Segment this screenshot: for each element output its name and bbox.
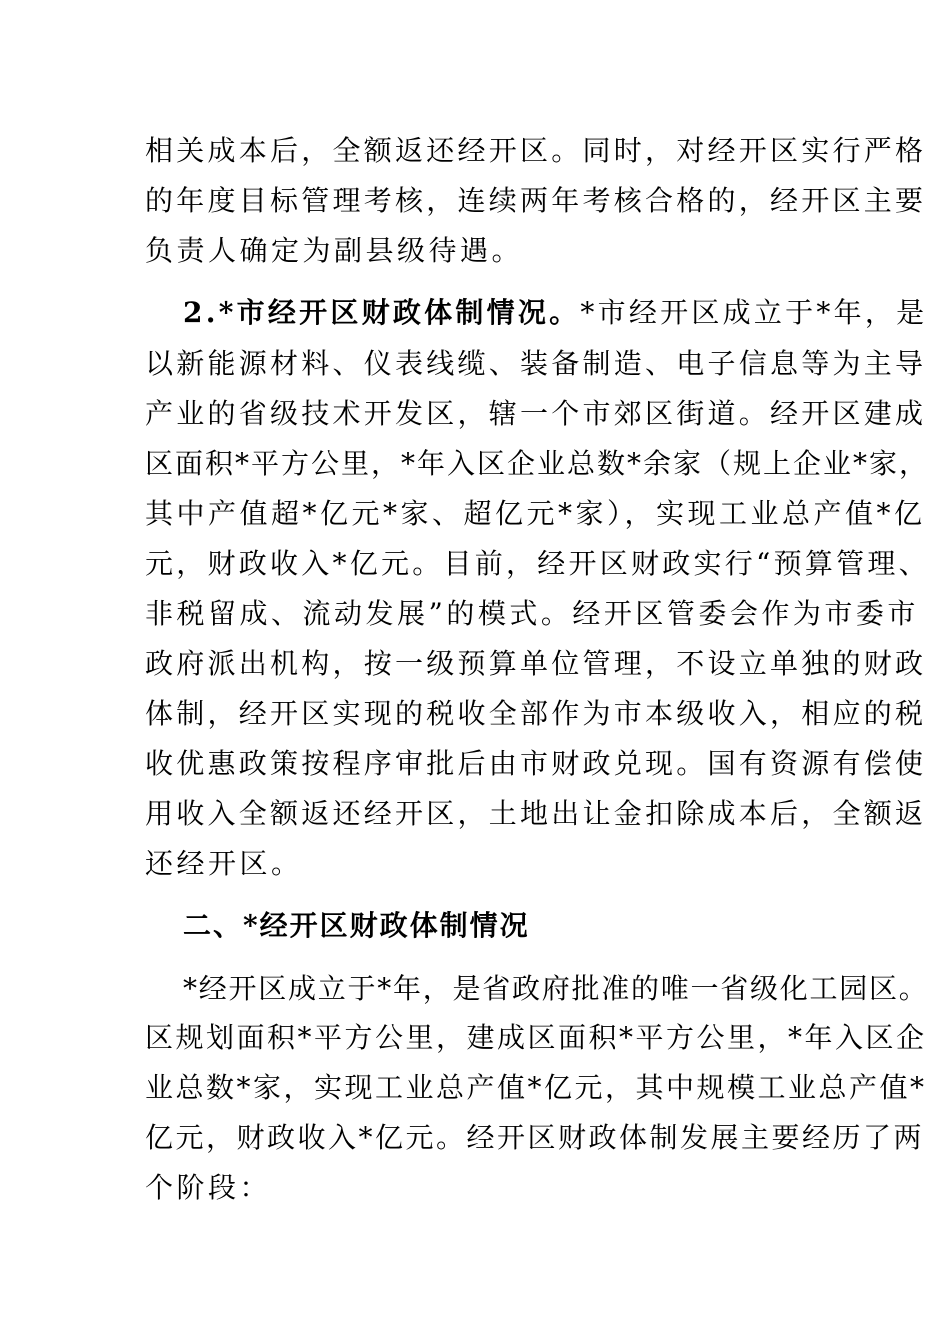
paragraph-line: 元，财政收入*亿元。目前，经开区财政实行“预算管理、 xyxy=(145,547,930,580)
paragraph-line: 其中产值超*亿元*家、超亿元*家），实现工业总产值*亿 xyxy=(145,497,926,530)
paragraph-line: 业总数*家，实现工业总产值*亿元，其中规模工业总产值* xyxy=(145,1071,927,1104)
paragraph-line: 非税留成、流动发展”的模式。经开区管委会作为市委市 xyxy=(145,597,919,630)
subsection-lead-line xyxy=(183,293,927,333)
paragraph-line: *经开区成立于*年，是省政府批准的唯一省级化工园区。 xyxy=(183,972,929,1005)
subsection-heading: 2.*市经开区财政体制情况。 xyxy=(183,296,581,329)
subsection-lead-text: *市经开区成立于*年，是 xyxy=(580,296,928,329)
paragraph-line: 还经开区。 xyxy=(145,847,303,880)
paragraph-line: 收优惠政策按程序审批后由市财政兑现。国有资源有偿使 xyxy=(145,747,927,780)
paragraph-line: 政府派出机构，按一级预算单位管理，不设立单独的财政 xyxy=(145,647,927,680)
paragraph-line: 区面积*平方公里，*年入区企业总数*余家（规上企业*家， xyxy=(145,447,930,480)
paragraph-line: 个阶段： xyxy=(145,1171,272,1204)
paragraph-line: 亿元，财政收入*亿元。经开区财政体制发展主要经历了两 xyxy=(145,1121,925,1154)
paragraph-line: 用收入全额返还经开区，土地出让金扣除成本后，全额返 xyxy=(145,797,927,830)
paragraph-line: 体制，经开区实现的税收全部作为市本级收入，相应的税 xyxy=(145,697,927,730)
paragraph-line: 相关成本后，全额返还经开区。同时，对经开区实行严格 xyxy=(145,134,927,167)
paragraph-line: 以新能源材料、仪表线缆、装备制造、电子信息等为主导 xyxy=(145,347,927,380)
section-heading: 二、*经开区财政体制情况 xyxy=(183,909,530,942)
paragraph-line: 负责人确定为副县级待遇。 xyxy=(145,234,524,267)
paragraph-line: 区规划面积*平方公里，建成区面积*平方公里，*年入区企 xyxy=(145,1021,927,1054)
paragraph-line: 的年度目标管理考核，连续两年考核合格的，经开区主要 xyxy=(145,184,927,217)
paragraph-line: 产业的省级技术开发区，辖一个市郊区街道。经开区建成 xyxy=(145,397,927,430)
